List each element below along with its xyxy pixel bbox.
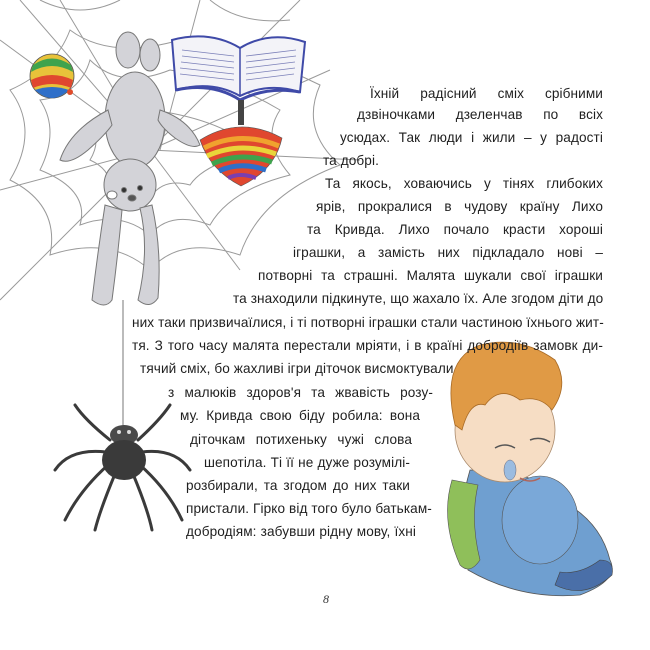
text-line-4: та добрі. <box>323 153 379 168</box>
text-line-16: діточкам потихеньку чужі слова <box>190 432 412 447</box>
page-number: 8 <box>323 592 329 606</box>
text-line-9: потворні та страшні. Малята шукали свої іграшки <box>258 268 603 283</box>
text-line-14: з малюків здоров'я та жвавість розу- <box>168 385 433 400</box>
text-line-6: ярів, прокралися в чудову країну Лихо <box>316 199 603 214</box>
text-line-5: Та якось, ховаючись у тінях глибоких <box>325 176 603 191</box>
spinning-top <box>200 100 282 186</box>
text-line-15: му. Кривда свою біду робила: вона <box>180 408 420 423</box>
spider <box>55 300 190 530</box>
text-line-13: тячий сміх, бо жахливі ігри діточок висмоктували <box>140 361 454 376</box>
crying-boy <box>448 342 613 596</box>
text-line-2: дзвіночками дзеленчав по всіх <box>357 107 603 122</box>
text-line-12: тя. З того часу малята перестали мріяти, і в країні добродіїв замовк ди- <box>132 338 603 353</box>
text-line-11: них таки призвичаїлися, і ті потворні іграшки стали частиною їхнього жит- <box>132 315 604 330</box>
text-line-18: розбирали, та згодом до них таки <box>186 478 410 493</box>
text-line-8: іграшки, а замість них підкладало нові – <box>293 245 603 260</box>
text-line-7: та Кривда. Лихо почало красти хороші <box>307 222 603 237</box>
text-line-20: добродіям: забувши рідну мову, їхні <box>186 524 416 539</box>
text-line-17: шепотіла. Ті її не дуже розумілі- <box>204 455 410 470</box>
striped-ball <box>30 54 74 98</box>
open-book <box>172 36 305 100</box>
text-line-3: усюдах. Так люди і жили – у радості <box>340 130 603 145</box>
text-line-19: пристали. Гірко від того було батькам- <box>186 501 432 516</box>
text-line-1: Їхній радісний сміх срібними <box>370 86 603 101</box>
text-line-10: та знаходили підкинуте, що жахало їх. Але згодом діти до <box>233 291 604 306</box>
